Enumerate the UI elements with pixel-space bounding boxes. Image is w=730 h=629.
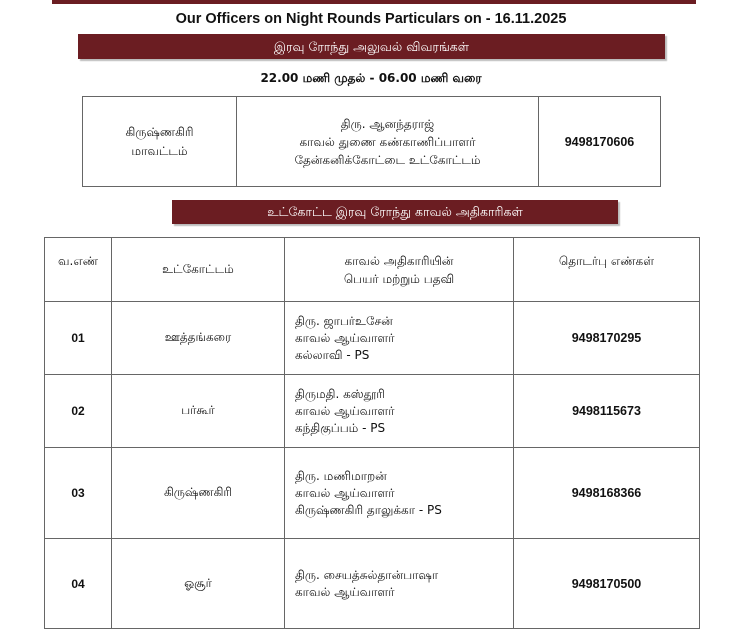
row-subdivision: ஊத்தங்கரை bbox=[112, 302, 285, 375]
district-officer-name: திரு. ஆனந்தராஜ் bbox=[340, 116, 435, 131]
row-sno: 03 bbox=[45, 448, 112, 539]
row-officer-designation: காவல் ஆய்வாளர் bbox=[295, 330, 395, 345]
table-row bbox=[45, 302, 700, 375]
subdivision-officers-banner: உட்கோட்ட இரவு ரோந்து காவல் அதிகாரிகள் bbox=[172, 200, 618, 224]
time-range: 22.00 மணி முதல் - 06.00 மணி வரை bbox=[260, 71, 482, 85]
district-name-line: மாவட்டம் bbox=[131, 143, 188, 158]
row-officer-designation: காவல் ஆய்வாளர் bbox=[295, 403, 395, 418]
district-phone: 9498170606 bbox=[539, 97, 661, 187]
row-officer-name: திருமதி. கஸ்தூரி bbox=[295, 386, 385, 401]
row-officer bbox=[285, 539, 514, 629]
district-name-cell bbox=[83, 97, 237, 187]
table-row bbox=[45, 539, 700, 629]
row-phone: 9498115673 bbox=[514, 375, 700, 448]
table-row bbox=[45, 375, 700, 448]
table-header-row bbox=[45, 238, 700, 302]
row-subdivision: பர்கூர் bbox=[112, 375, 285, 448]
row-sno: 01 bbox=[45, 302, 112, 375]
header-contact: தொடர்பு எண்கள் bbox=[514, 238, 700, 302]
row-officer-station: கல்லாவி - PS bbox=[295, 347, 370, 362]
row-officer-designation: காவல் ஆய்வாளர் bbox=[295, 485, 395, 500]
header-officer bbox=[285, 238, 514, 302]
table-row bbox=[45, 448, 700, 539]
row-officer bbox=[285, 448, 514, 539]
district-officer-cell bbox=[237, 97, 539, 187]
row-subdivision: ஓசூர் bbox=[112, 539, 285, 629]
officers-table bbox=[44, 237, 700, 629]
header-officer-line: காவல் அதிகாரியின் bbox=[344, 254, 454, 268]
header-officer-line: பெயர் மற்றும் பதவி bbox=[343, 272, 455, 286]
row-sno: 02 bbox=[45, 375, 112, 448]
district-officer-subdivision: தேன்கனிக்கோட்டை உட்கோட்டம் bbox=[294, 152, 481, 167]
row-officer-station: கந்திகுப்பம் - PS bbox=[295, 420, 386, 435]
row-officer-name: திரு. சையத்சுல்தான்பாஷா bbox=[295, 567, 439, 582]
row-officer-name: திரு. மணிமாறன் bbox=[295, 468, 387, 483]
night-rounds-banner: இரவு ரோந்து அலுவல் விவரங்கள் bbox=[78, 34, 665, 59]
district-name-line: கிருஷ்ணகிரி bbox=[125, 124, 194, 139]
district-row bbox=[83, 97, 661, 187]
row-subdivision: கிருஷ்ணகிரி bbox=[112, 448, 285, 539]
page-title: Our Officers on Night Rounds Particulars on - 16.11.2025 bbox=[175, 11, 567, 27]
district-officer-designation: காவல் துணை கண்காணிப்பாளர் bbox=[299, 134, 476, 149]
row-officer-designation: காவல் ஆய்வாளர் bbox=[295, 584, 395, 599]
row-officer bbox=[285, 302, 514, 375]
row-phone: 9498170500 bbox=[514, 539, 700, 629]
row-sno: 04 bbox=[45, 539, 112, 629]
header-subdivision: உட்கோட்டம் bbox=[112, 238, 285, 302]
district-officer-table bbox=[82, 96, 661, 187]
row-officer-station: கிருஷ்ணகிரி தாலுக்கா - PS bbox=[295, 502, 442, 517]
header-sno: வ.எண் bbox=[45, 238, 112, 302]
top-border-bar bbox=[52, 0, 696, 4]
row-phone: 9498170295 bbox=[514, 302, 700, 375]
row-officer-name: திரு. ஜாபர்உசேன் bbox=[295, 313, 393, 328]
row-phone: 9498168366 bbox=[514, 448, 700, 539]
row-officer bbox=[285, 375, 514, 448]
